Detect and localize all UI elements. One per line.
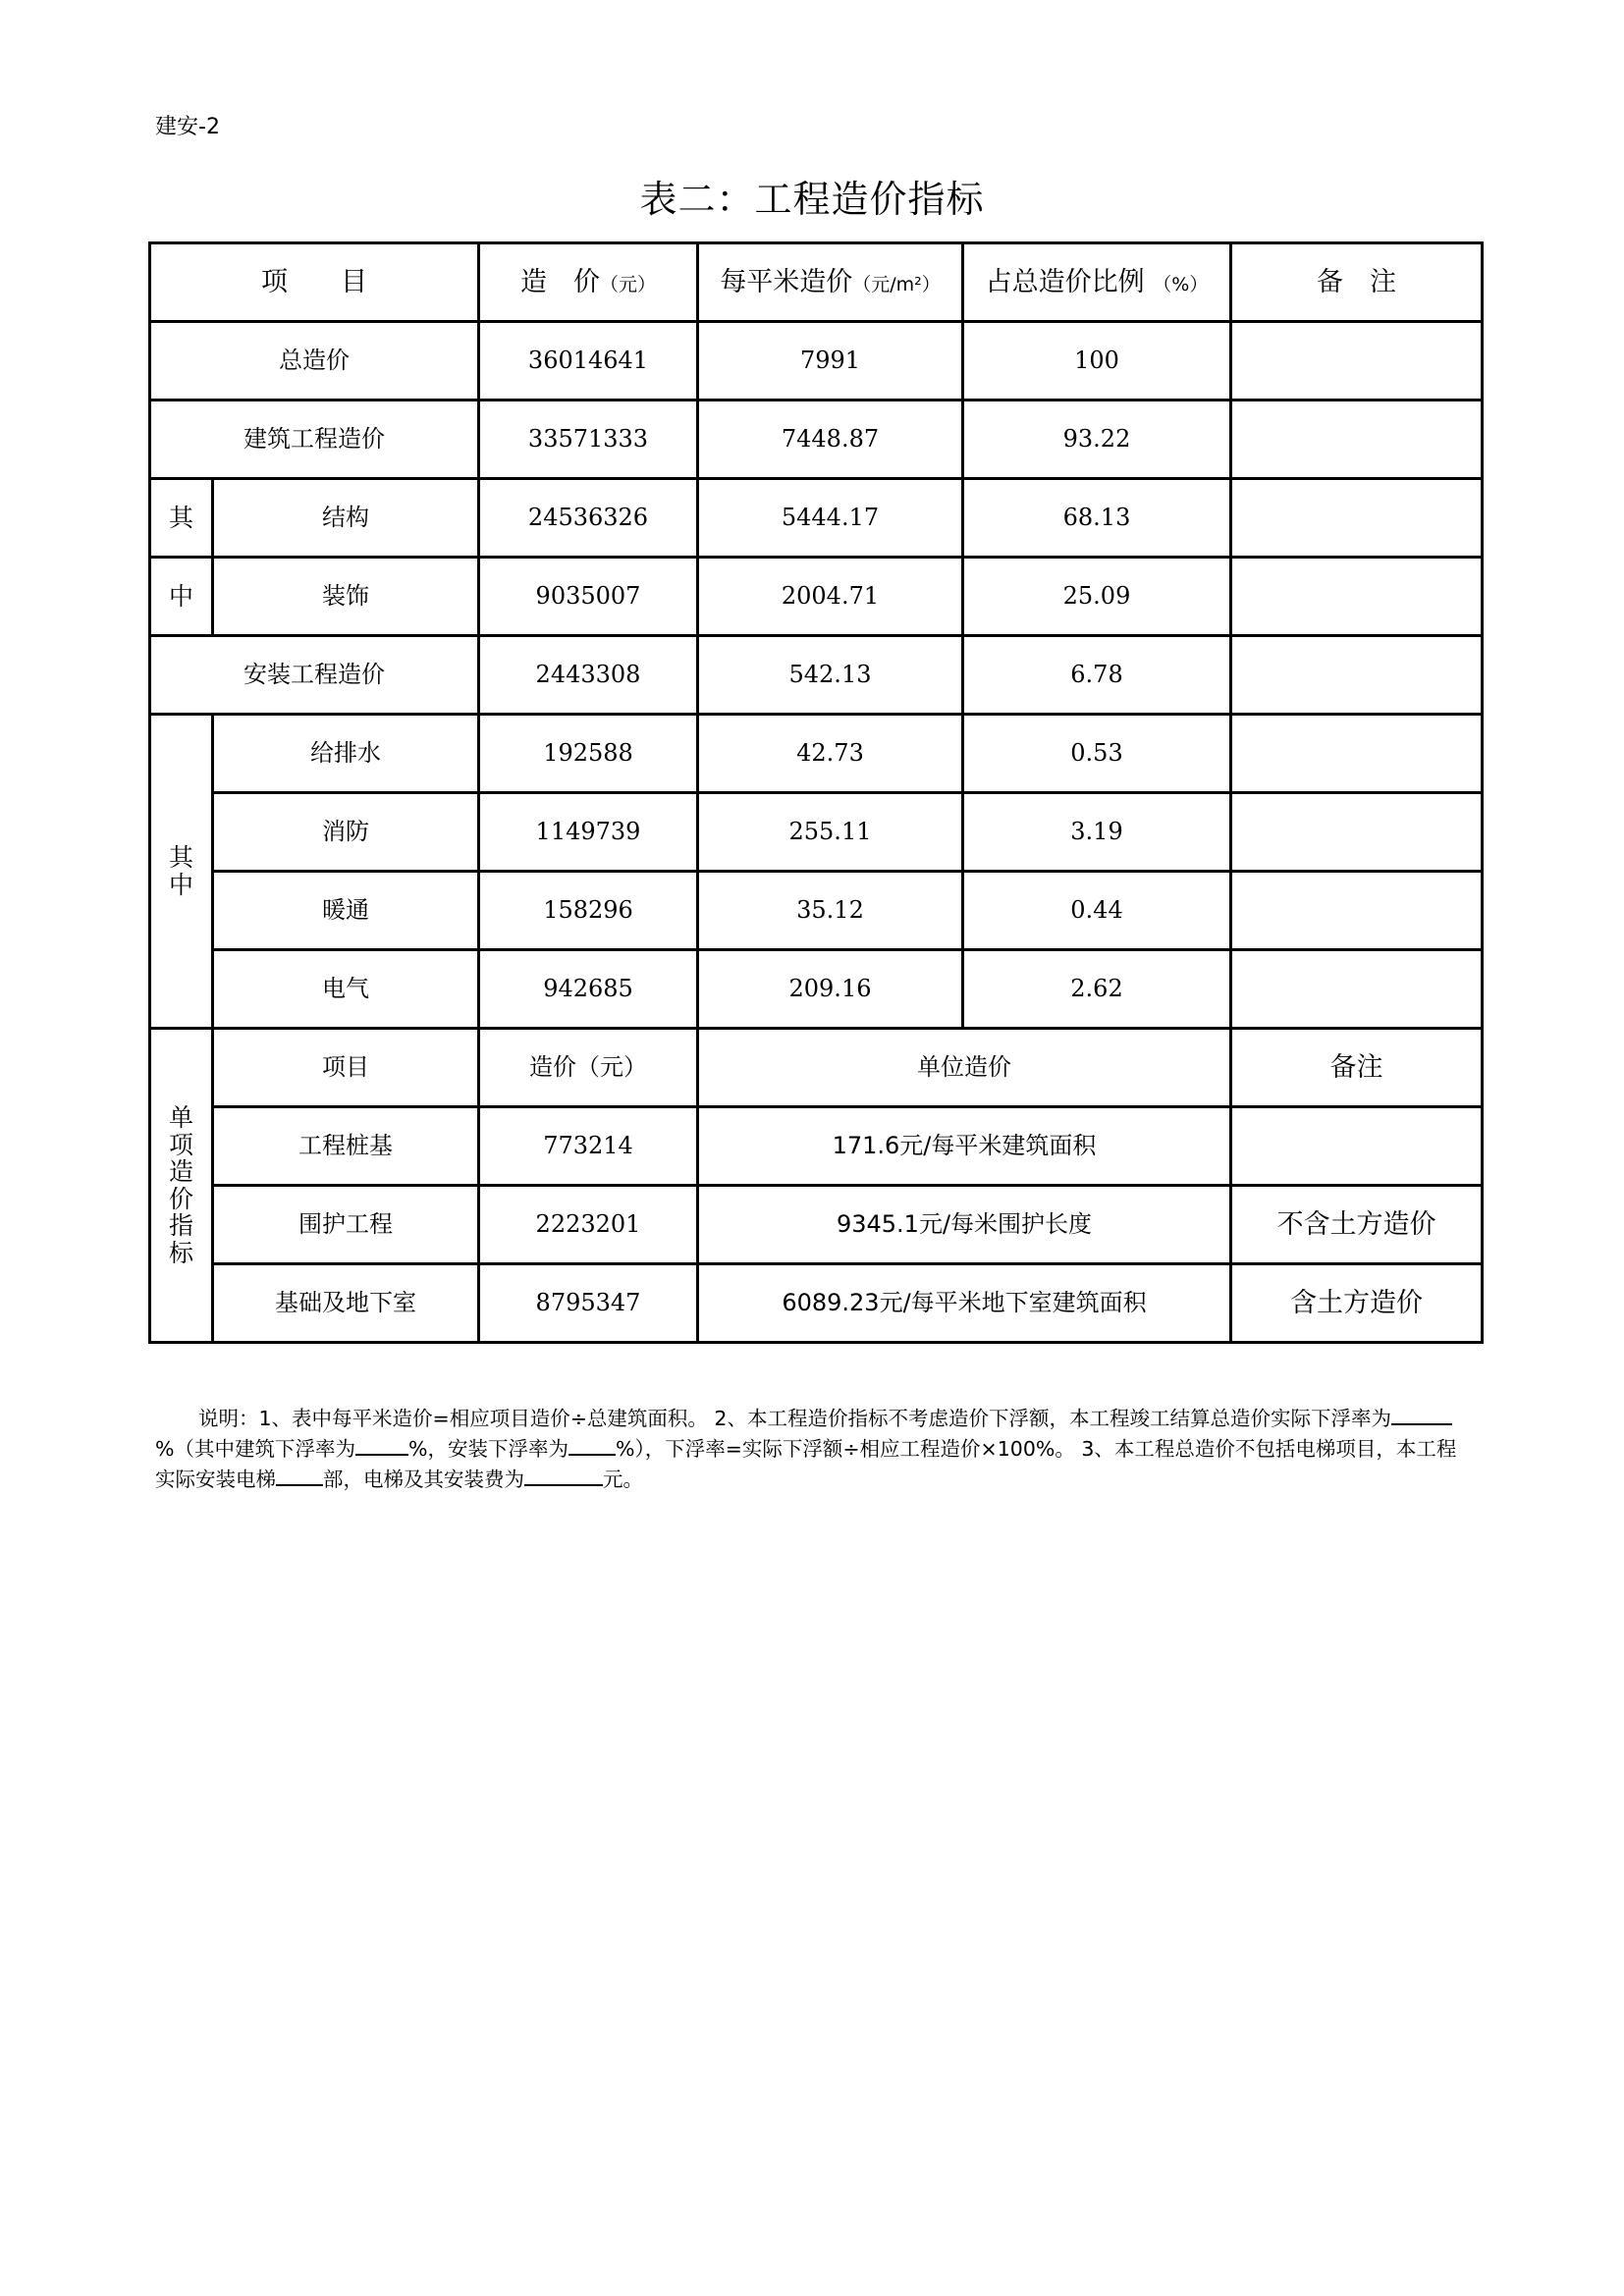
row-label: 工程桩基	[213, 1107, 479, 1186]
row-label: 围护工程	[213, 1186, 479, 1264]
cost-cell: 8795347	[479, 1264, 698, 1343]
per-sqm-cell: 42.73	[698, 715, 963, 793]
single-header-remark: 备注	[1231, 1029, 1483, 1107]
table-row	[150, 636, 1483, 715]
header-ratio: 占总造价比例 （%）	[963, 243, 1231, 322]
table-row	[150, 400, 1483, 479]
fill-in-blank	[355, 1434, 408, 1456]
header-cost: 造 价（元）	[479, 243, 698, 322]
per-sqm-cell: 542.13	[698, 636, 963, 715]
among-label-bottom: 中	[150, 558, 213, 636]
unit-cost-cell: 6089.23元/每平米地下室建筑面积	[698, 1264, 1231, 1343]
table-row	[150, 872, 1483, 950]
row-label: 基础及地下室	[213, 1264, 479, 1343]
table-row	[150, 1186, 1483, 1264]
cost-cell: 9035007	[479, 558, 698, 636]
unit-cost-cell: 9345.1元/每米围护长度	[698, 1186, 1231, 1264]
single-header-row	[150, 1029, 1483, 1107]
notes-paragraph: 说明：1、表中每平米造价=相应项目造价÷总建筑面积。 2、本工程造价指标不考虑造价下浮额，本工程竣工结算总造价实际下浮率为%（其中建筑下浮率为 %，安装下浮率为 %），下浮率=实际下浮额÷相应工程造价×100%。 3、本工程总造价不包括电梯项目，本工程实际安装电梯 部，电梯及其安装费为 元。	[155, 1404, 1466, 1495]
table-row	[150, 1107, 1483, 1186]
per-sqm-cell: 7448.87	[698, 400, 963, 479]
header-item: 项 目	[150, 243, 479, 322]
fill-in-blank	[276, 1465, 323, 1486]
remark-cell: 含土方造价	[1231, 1264, 1483, 1343]
header-remark: 备 注	[1231, 243, 1483, 322]
unit-cost-cell: 171.6元/每平米建筑面积	[698, 1107, 1231, 1186]
ratio-cell: 93.22	[963, 400, 1231, 479]
header-per-sqm: 每平米造价（元/m²）	[698, 243, 963, 322]
per-sqm-cell: 255.11	[698, 793, 963, 872]
cost-cell: 24536326	[479, 479, 698, 558]
ratio-cell: 0.44	[963, 872, 1231, 950]
among-group-label: 其 中	[150, 715, 213, 1029]
table-row	[150, 793, 1483, 872]
page-code: 建安-2	[155, 115, 220, 139]
row-label: 建筑工程造价	[150, 400, 479, 479]
per-sqm-cell: 209.16	[698, 950, 963, 1029]
single-header-cost: 造价（元）	[479, 1029, 698, 1107]
cost-cell: 773214	[479, 1107, 698, 1186]
row-label: 电气	[213, 950, 479, 1029]
per-sqm-cell: 7991	[698, 322, 963, 400]
per-sqm-cell: 35.12	[698, 872, 963, 950]
remark-cell	[1231, 950, 1483, 1029]
per-sqm-cell: 2004.71	[698, 558, 963, 636]
ratio-cell: 6.78	[963, 636, 1231, 715]
cost-cell: 33571333	[479, 400, 698, 479]
ratio-cell: 2.62	[963, 950, 1231, 1029]
remark-cell	[1231, 1107, 1483, 1186]
remark-cell	[1231, 558, 1483, 636]
per-sqm-cell: 5444.17	[698, 479, 963, 558]
remark-cell	[1231, 793, 1483, 872]
ratio-cell: 25.09	[963, 558, 1231, 636]
row-label: 总造价	[150, 322, 479, 400]
remark-cell	[1231, 636, 1483, 715]
row-label: 暖通	[213, 872, 479, 950]
cost-index-table	[148, 241, 1484, 1344]
table-row	[150, 1264, 1483, 1343]
cost-cell: 2443308	[479, 636, 698, 715]
row-label: 安装工程造价	[150, 636, 479, 715]
cost-cell: 192588	[479, 715, 698, 793]
row-label: 消防	[213, 793, 479, 872]
cost-cell: 1149739	[479, 793, 698, 872]
fill-in-blank	[524, 1465, 603, 1486]
cost-cell: 36014641	[479, 322, 698, 400]
fill-in-blank	[568, 1434, 616, 1456]
remark-cell	[1231, 715, 1483, 793]
ratio-cell: 68.13	[963, 479, 1231, 558]
ratio-cell: 0.53	[963, 715, 1231, 793]
row-label: 给排水	[213, 715, 479, 793]
table-row	[150, 322, 1483, 400]
among-label-top: 其	[150, 479, 213, 558]
table-row	[150, 558, 1483, 636]
header-row	[150, 243, 1483, 322]
table-row	[150, 479, 1483, 558]
cost-cell: 942685	[479, 950, 698, 1029]
remark-cell	[1231, 872, 1483, 950]
remark-cell	[1231, 479, 1483, 558]
ratio-cell: 100	[963, 322, 1231, 400]
fill-in-blank	[1391, 1404, 1452, 1425]
remark-cell	[1231, 322, 1483, 400]
cost-cell: 158296	[479, 872, 698, 950]
table-row	[150, 950, 1483, 1029]
cost-cell: 2223201	[479, 1186, 698, 1264]
single-index-group-label: 单 项 造 价 指 标	[150, 1029, 213, 1343]
row-label: 结构	[213, 479, 479, 558]
single-header-unit-cost: 单位造价	[698, 1029, 1231, 1107]
row-label: 装饰	[213, 558, 479, 636]
table-title: 表二：工程造价指标	[639, 178, 985, 221]
remark-cell	[1231, 400, 1483, 479]
ratio-cell: 3.19	[963, 793, 1231, 872]
single-header-item: 项目	[213, 1029, 479, 1107]
table-row	[150, 715, 1483, 793]
remark-cell: 不含土方造价	[1231, 1186, 1483, 1264]
